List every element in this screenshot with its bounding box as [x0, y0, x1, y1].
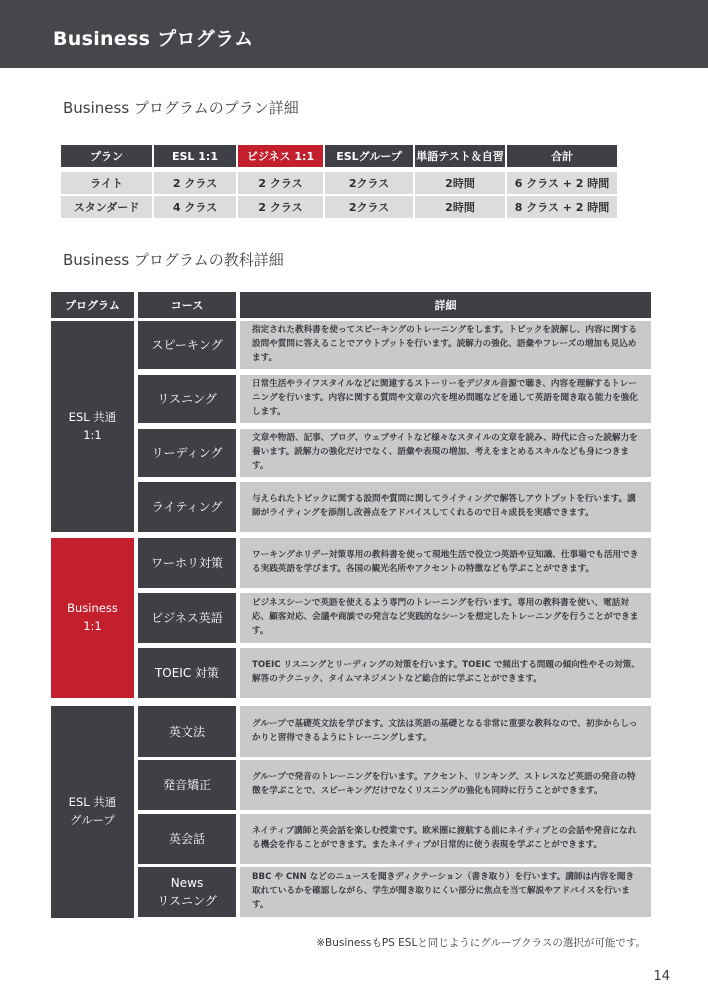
course-detail-cell: [240, 321, 651, 369]
plan-table-cell: 8 クラス + 2 時間: [507, 196, 617, 218]
course-detail-text: グループで基礎英文法を学びます。文法は英語の基礎となる非常に重要な教科なので、初歩からしっかりと習得できるようにトレーニングします。: [252, 718, 638, 743]
plan-table-header-cell: ビジネス 1:1: [238, 145, 323, 167]
plan-table-header-row: [61, 145, 617, 167]
course-detail-cell: [240, 593, 651, 643]
page-title: Business プログラム: [53, 28, 254, 50]
course-section-title: Business プログラムの教科詳細: [63, 251, 284, 269]
page-header: [0, 0, 708, 68]
course-name-cell: ビジネス英語: [138, 593, 236, 643]
course-detail-text: BBC や CNN などのニュースを聞きディクテーション（書き取り）を行います。講師は内容を聞き取れているかを確認しながら、学生が聞き取りにくい部分に焦点を当て解説やアドバイスを行います。: [252, 872, 635, 910]
course-table-header-program: プログラム: [51, 292, 134, 318]
program-cell: ESL 共通 グループ: [51, 706, 134, 918]
program-cell: ESL 共通 1:1: [51, 321, 134, 532]
course-name-cell: リスニング: [138, 375, 236, 423]
course-detail-cell: [240, 538, 651, 588]
course-detail-cell: [240, 429, 651, 477]
plan-table-cell: ライト: [61, 172, 152, 194]
plan-table-header-cell: 単語テスト＆自習: [415, 145, 505, 167]
course-name-cell: TOEIC 対策: [138, 648, 236, 698]
plan-table-cell: 2時間: [415, 172, 505, 194]
page-number: 14: [653, 969, 670, 984]
plan-table-cell: 2 クラス: [238, 196, 323, 218]
course-detail-cell: [240, 706, 651, 757]
course-name-cell: News リスニング: [138, 867, 236, 917]
course-detail-text: 文章や物語、記事、ブログ、ウェブサイトなど様々なスタイルの文章を読み、時代に合った読解力を養います。読解力の強化だけでなく、語彙や表現の増加、考えをまとめるスキルなども身につきます。: [252, 433, 638, 471]
plan-table-header-cell: 合計: [507, 145, 617, 167]
course-detail-text: グループで発音のトレーニングを行います。アクセント、リンキング、ストレスなど英語の発音の特徴を学ぶことで、スピーキングだけでなくリスニングの強化も同時に行うことができます。: [252, 772, 636, 796]
course-detail-text: ネイティブ講師と英会話を楽しむ授業です。欧米圏に渡航する前にネイティブとの会話や発音になれる機会を作ることができます。またネイティブが日常的に使う表現を学ぶことができます。: [252, 826, 637, 850]
course-detail-text: 日常生活やライフスタイルなどに関連するストーリーをデジタル音源で聴き、内容を理解するトレーニングを行います。内容に関する質問や文章の穴を埋め問題などを通して英語を聞き取る能力を強化します。: [252, 379, 638, 417]
course-name-cell: 発音矯正: [138, 760, 236, 810]
course-detail-cell: [240, 648, 651, 698]
course-detail-text: ビジネスシーンで英語を使えるよう専門のトレーニングを行います。専用の教科書を使い、電話対応、顧客対応、会議や商談での発言など実践的なシーンを想定したトレーニングを行うことができます。: [252, 598, 639, 636]
course-detail-cell: [240, 814, 651, 864]
course-name-cell: 英会話: [138, 814, 236, 864]
plan-table-cell: 2 クラス: [154, 172, 236, 194]
course-detail-text: 与えられたトピックに関する設問や質問に関してライティングで解答しアウトプットを行います。講師がライティングを添削し改善点をアドバイスしてくれるので日々成長を実感できます。: [252, 494, 636, 518]
course-table-header-course: コース: [138, 292, 236, 318]
course-name-cell: ワーホリ対策: [138, 538, 236, 588]
program-cell: Business 1:1: [51, 538, 134, 698]
plan-table-header-cell: ESL 1:1: [154, 145, 236, 167]
course-detail-text: ワーキングホリデー対策専用の教科書を使って現地生活で役立つ英語や豆知識、仕事場でも活用できる実践英語を学びます。各国の観光名所やアクセントの特徴なども学ぶことができます。: [252, 550, 639, 574]
plan-table-header-cell: プラン: [61, 145, 152, 167]
course-detail-cell: [240, 375, 651, 423]
plan-table-header-cell: ESLグループ: [325, 145, 413, 167]
plan-table-cell: スタンダード: [61, 196, 152, 218]
plan-table-cell: 2時間: [415, 196, 505, 218]
plan-table-row: [61, 172, 617, 194]
plan-table-cell: 2クラス: [325, 196, 413, 218]
footnote: ※BusinessもPS ESLと同じようにグループクラスの選択が可能です。: [316, 937, 646, 949]
course-name-cell: リーディング: [138, 429, 236, 477]
course-detail-cell: [240, 482, 651, 532]
plan-table-cell: 2クラス: [325, 172, 413, 194]
plan-table-row: [61, 196, 617, 218]
course-table-header-detail: 詳細: [240, 292, 651, 318]
course-name-cell: 英文法: [138, 706, 236, 757]
course-detail-cell: [240, 760, 651, 810]
course-name-cell: スピーキング: [138, 321, 236, 369]
plan-section-title: Business プログラムのプラン詳細: [63, 99, 299, 117]
course-name-cell: ライティング: [138, 482, 236, 532]
course-detail-text: TOEIC リスニングとリーディングの対策を行います。TOEIC で頻出する問題の傾向性やその対策、解答のテクニック、タイムマネジメントなど総合的に学ぶことができます。: [252, 660, 640, 684]
course-detail-text: 指定された教科書を使ってスピーキングのトレーニングをします。トピックを読解し、内容に関する設問や質問に答えることでアウトプットを行います。読解力の強化、語彙やフレーズの増加も見込めます。: [252, 325, 637, 363]
plan-table-cell: 4 クラス: [154, 196, 236, 218]
course-detail-cell: [240, 867, 651, 917]
plan-table-cell: 6 クラス + 2 時間: [507, 172, 617, 194]
plan-table-cell: 2 クラス: [238, 172, 323, 194]
